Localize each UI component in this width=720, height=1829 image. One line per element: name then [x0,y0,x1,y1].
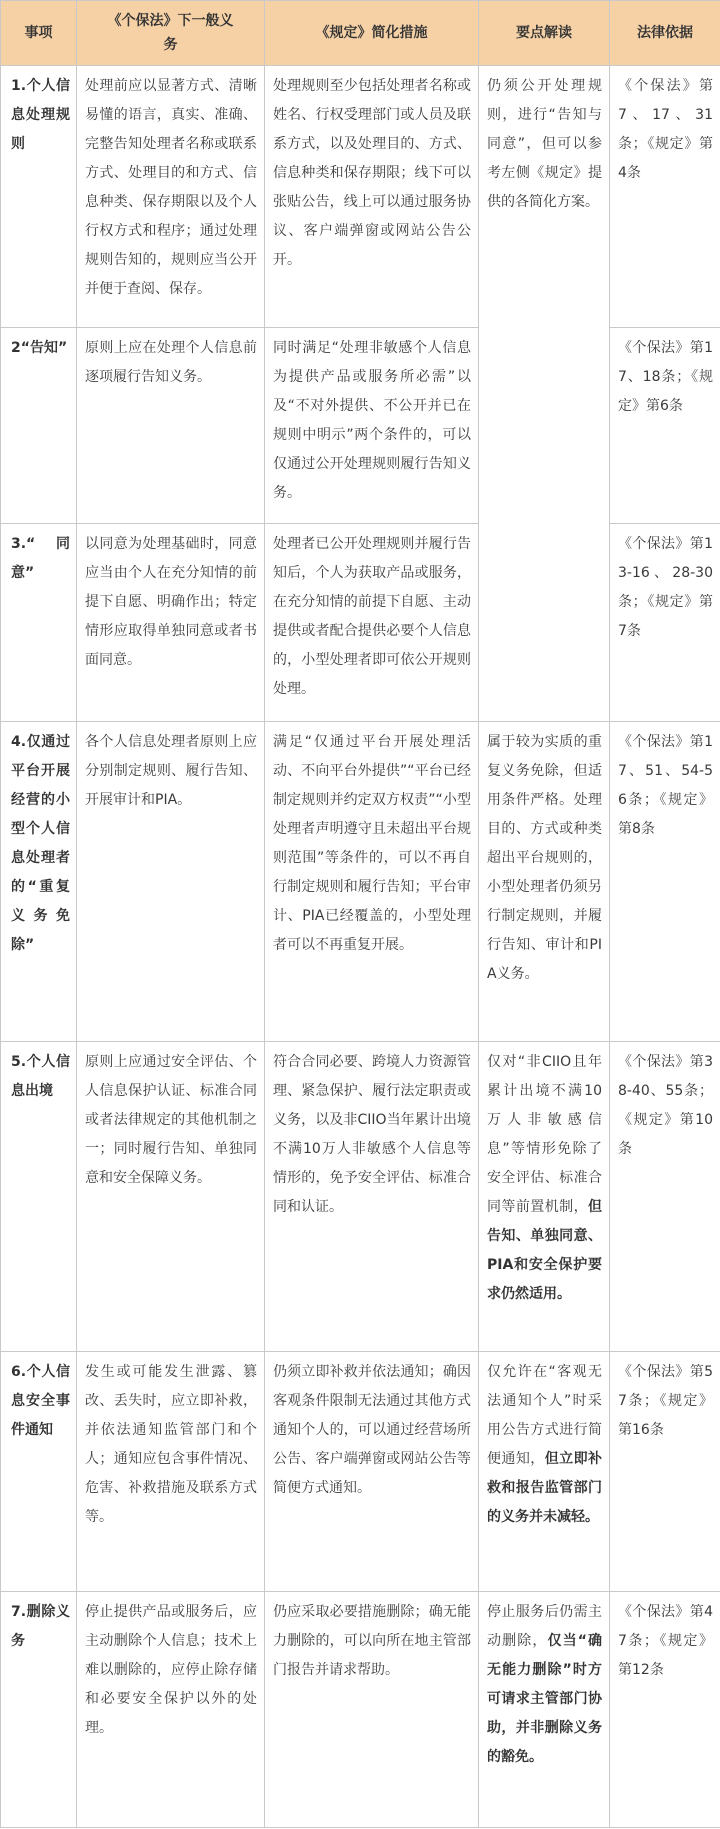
simplified-measure-cell: 满足“仅通过平台开展处理活动、不向平台外提供”“平台已经制定规则并约定双方权责”“小型处理者声明遵守且未超出平台规则范围”等条件的，可以不再自行制定规则和履行告知；平台审计、PIA已经覆盖的，小型处理者可以不再重复开展。 [265,722,479,1042]
legal-basis-cell: 《个保法》第17、51、54-56条；《规定》第8条 [610,722,720,1042]
simplified-measure-cell: 符合合同必要、跨境人力资源管理、紧急保护、履行法定职责或义务，以及非CIIO当年累计出境不满10万人非敏感个人信息等情形的，免予安全评估、标准合同和认证。 [265,1042,479,1352]
analysis-emphasis: 但立即补救和报告监管部门的义务并未减轻。 [487,1451,603,1525]
table-row [1,66,720,328]
item-cell: 6.个人信息安全事件通知 [1,1352,77,1592]
general-obligation-cell: 发生或可能发生泄露、篡改、丢失时，应立即补救，并依法通知监管部门和个人；通知应包含事件情况、危害、补救措施及联系方式等。 [77,1352,265,1592]
analysis-emphasis: 但告知、单独同意、PIA和安全保护要求仍然适用。 [487,1199,602,1302]
general-obligation-cell: 以同意为处理基础时，同意应当由个人在充分知情的前提下自愿、明确作出；特定情形应取得单独同意或者书面同意。 [77,524,265,722]
simplified-measure-cell: 仍应采取必要措施删除；确无能力删除的，可以向所在地主管部门报告并请求帮助。 [265,1592,479,1828]
simplified-measure-cell: 处理者已公开处理规则并履行告知后，个人为获取产品或服务，在充分知情的前提下自愿、主动提供或者配合提供必要个人信息的，小型处理者即可依公开规则处理。 [265,524,479,722]
analysis-cell [479,66,610,722]
analysis-text: 仅允许在“客观无法通知个人”时采用公告方式进行简便通知， [487,1364,602,1467]
general-obligation-cell: 停止提供产品或服务后，应主动删除个人信息；技术上难以删除的，应停止除存储和必要安全保护以外的处理。 [77,1592,265,1828]
item-cell: 3.“同意” [1,524,77,722]
general-obligation-cell: 各个人信息处理者原则上应分别制定规则、履行告知、开展审计和PIA。 [77,722,265,1042]
header-analysis: 要点解读 [479,1,610,66]
item-cell: 7.删除义务 [1,1592,77,1828]
header-legal-basis: 法律依据 [610,1,720,66]
legal-basis-cell: 《个保法》第17、18条；《规定》第6条 [610,328,720,524]
table-row [1,328,720,524]
header-row [1,1,720,66]
header-general-obligation: 《个保法》下一般义务 [77,1,265,66]
analysis-cell [479,1042,610,1352]
analysis-cell [479,1352,610,1592]
analysis-text: 停止服务后仍需主动删除， [487,1604,602,1649]
item-cell: 1.个人信息处理规则 [1,66,77,328]
header-simplified-measures: 《规定》简化措施 [265,1,479,66]
table-row [1,1592,720,1828]
table-row [1,722,720,1042]
item-cell: 2“告知” [1,328,77,524]
analysis-emphasis: 仅当“确无能力删除”时方可请求主管部门协助，并非删除义务的豁免。 [487,1633,603,1765]
analysis-text: 属于较为实质的重复义务免除，但适用条件严格。处理目的、方式或种类超出平台规则的，小型处理者仍须另行制定规则，并履行告知、审计和PIA义务。 [487,734,602,982]
table-row [1,1042,720,1352]
analysis-cell [479,722,610,1042]
item-cell: 5.个人信息出境 [1,1042,77,1352]
analysis-text: 仍须公开处理规则，进行“告知与同意”，但可以参考左侧《规定》提供的各简化方案。 [487,78,602,210]
general-obligation-cell: 原则上应在处理个人信息前逐项履行告知义务。 [77,328,265,524]
table-row [1,1352,720,1592]
table-row [1,524,720,722]
legal-basis-cell: 《个保法》第13-16、28-30条；《规定》第7条 [610,524,720,722]
header-item: 事项 [1,1,77,66]
analysis-text: 仅对“非CIIO且年累计出境不满10万人非敏感信息”等情形免除了安全评估、标准合同等前置机制， [487,1054,602,1215]
legal-basis-cell: 《个保法》第38-40、55条；《规定》第10条 [610,1042,720,1352]
simplified-measure-cell: 同时满足“处理非敏感个人信息为提供产品或服务所必需”以及“不对外提供、不公开并已在规则中明示”两个条件的，可以仅通过公开处理规则履行告知义务。 [265,328,479,524]
item-cell: 4.仅通过平台开展经营的小型个人信息处理者的“重复义务免除” [1,722,77,1042]
legal-basis-cell: 《个保法》第57条；《规定》第16条 [610,1352,720,1592]
general-obligation-cell: 原则上应通过安全评估、个人信息保护认证、标准合同或者法律规定的其他机制之一；同时履行告知、单独同意和安全保障义务。 [77,1042,265,1352]
legal-basis-cell: 《个保法》第7、17、31条；《规定》第4条 [610,66,720,328]
simplified-measure-cell: 处理规则至少包括处理者名称或姓名、行权受理部门或人员及联系方式，以及处理目的、方式、信息种类和保存期限；线下可以张贴公告，线上可以通过服务协议、客户端弹窗或网站公告公开。 [265,66,479,328]
general-obligation-cell: 处理前应以显著方式、清晰易懂的语言，真实、准确、完整告知处理者名称或联系方式、处理目的和方式、信息种类、保存期限以及个人行权方式和程序；通过处理规则告知的，规则应当公开并便于查阅、保存。 [77,66,265,328]
simplified-measure-cell: 仍须立即补救并依法通知；确因客观条件限制无法通过其他方式通知个人的，可以通过经营场所公告、客户端弹窗或网站公告等简便方式通知。 [265,1352,479,1592]
legal-basis-cell: 《个保法》第47条；《规定》第12条 [610,1592,720,1828]
analysis-cell [479,1592,610,1828]
